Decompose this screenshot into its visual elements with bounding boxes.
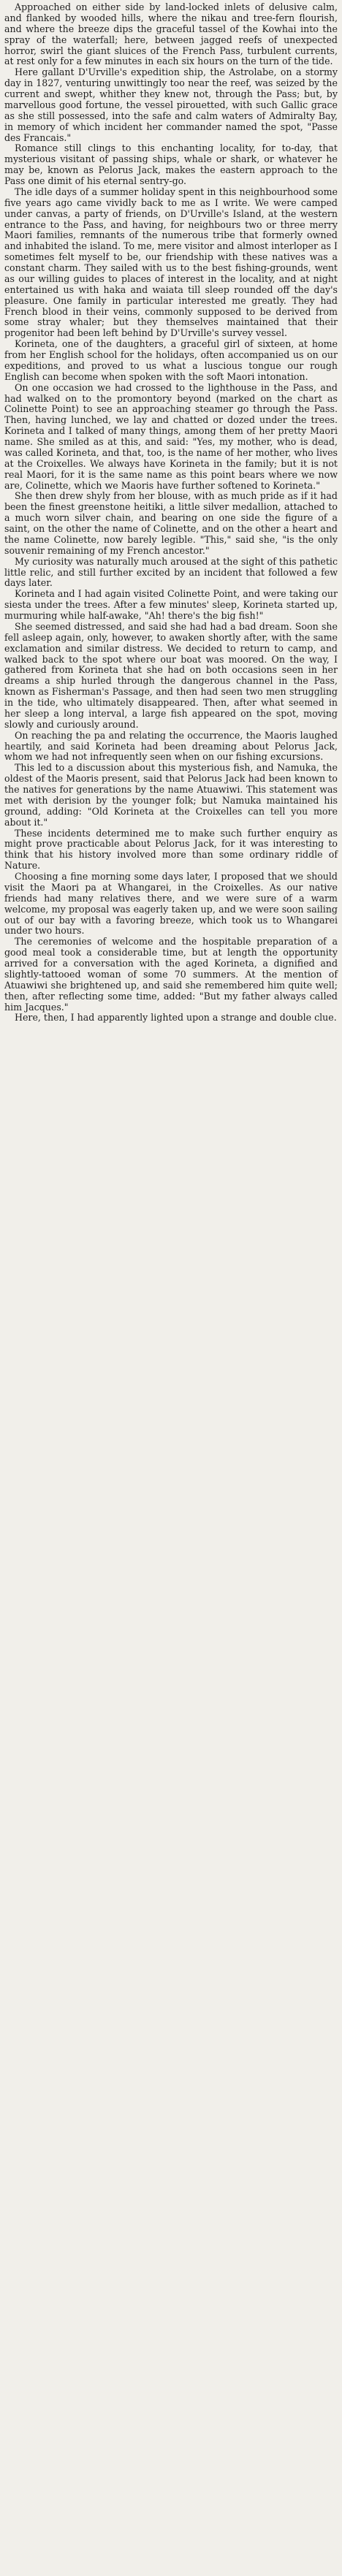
paragraph-13: These incidents determined me to make such further enquiry as might prove practicable about Pelorus Jack, for it was interesting to think that his history involved more than some ordinary riddle of Nature. — [4, 827, 338, 872]
paragraph-8: My curiosity was naturally much aroused at the sight of this pathetic little relic, and still further excited by an incident that followed a few days later. — [4, 555, 338, 589]
paragraph-1: Approached on either side by land-locked inlets of delusive calm, and flanked by wooded hills, where the nikau and tree-fern flourish, and where the breeze dips the graceful tassel of the Kowhai into the spray of the waterfall; here, between jagged reefs of unexpected horror, swirl the giant sluices of the French Pass, turbulent currents, at rest only for a few minutes in each six hours on the turn of the tide. — [4, 1, 338, 67]
paragraph-4: The idle days of a summer holiday spent in this neighbourhood some five years ago came vividly back to me as I write. We were camped under canvas, a party of friends, on D'Urville's Island, at the western entrance to the Pass, and having, for neighbours two or three merry Maori families, remnants of the numerous tribe that formerly owned and inhabited the island. To me, mere visitor and almost interloper as I sometimes felt myself to be, our friendship with these natives was a constant charm. They sailed with us to the best fishing-grounds, went as our willing guides to places of interest in the locality, and at night entertained us with haka and waiata till sleep rounded off the day's pleasure. One family in particular interested me greatly. They had French blood in their veins, commonly supposed to be derived from some stray whaler; but they themselves maintained that their progenitor had been left behind by D'Urville's survey vessel. — [4, 186, 338, 339]
paragraph-15: The ceremonies of welcome and the hospitable preparation of a good meal took a considerable time, but at length the opportunity arrived for a conversation with the aged Korineta, a dignified and slightly-tattooed woman of some 70 summers. At the mention of Atuawiwi she brightened up, and said she remembered him quite well; then, after reflecting some time, added: "But my father always called him Jacques." — [4, 936, 338, 1013]
paragraph-5: Korineta, one of the daughters, a graceful girl of sixteen, at home from her English school for the holidays, often accompanied us on our expeditions, and proved to us what a luscious tongue our rough English can become when spoken with the soft Maori intonation. — [4, 338, 338, 382]
paragraph-14: Choosing a fine morning some days later, I proposed that we should visit the Maori pa at Whangarei, in the Croixelles. As our native friends had many relatives there, and we were sure of a warm welcome, my proposal was eagerly taken up, and we were soon sailing out of our bay with a favoring breeze, which took us to Whangarei under two hours. — [4, 871, 338, 937]
paragraph-9: Korineta and I had again visited Colinette Point, and were taking our siesta under the trees. After a few minutes' sleep, Korineta started up, murmuring while half-awake, "Ah! there's the big fish!" — [4, 588, 338, 621]
paragraph-12: This led to a discussion about this mysterious fish, and Namuka, the oldest of the Maoris present, said that Pelorus Jack had been known to the natives for generations by the name Atuawiwi. This statement was met with derision by the younger folk; but Namuka maintained his ground, adding: "Old Korineta at the Croixelles can tell you more about it." — [4, 762, 338, 828]
paragraph-11: On reaching the pa and relating the occurrence, the Maoris laughed heartily, and said Korineta had been dreaming about Pelorus Jack, whom we had not infrequently seen when on our fishing excursions. — [4, 729, 338, 763]
paragraph-7: She then drew shyly from her blouse, with as much pride as if it had been the finest greenstone heitiki, a little silver medallion, attached to a much worn silver chain, and bearing on one side the figure of a saint, on the other the name of Colinette, and on the other a heart and the name Colinette, now barely legible. "This," said she, "is the only souvenir remaining of my French ancestor." — [4, 490, 338, 556]
paragraph-10: She seemed distressed, and said she had had a bad dream. Soon she fell asleep again, only, however, to awaken shortly after, with the same exclamation and similar distress. We decided to return to camp, and walked back to the spot where our boat was moored. On the way, I gathered from Korineta that she had on both occasions seen in her dreams a ship hurled through the dangerous channel in the Pass, known as Fisherman's Passage, and then had seen two men struggling in the tide, who ultimately disappeared. Then, after what seemed in her sleep a long interval, a large fish appeared on the spot, moving slowly and curiously around. — [4, 620, 338, 730]
paragraph-3: Romance still clings to this enchanting locality, for to-day, that mysterious visitant of passing ships, whale or shark, or whatever he may be, known as Pelorus Jack, makes the eastern approach to the Pass one dimit of his eternal sentry-go. — [4, 142, 338, 186]
paragraph-2: Here gallant D'Urville's expedition ship, the Astrolabe, on a stormy day in 1827, venturing unwittingly too near the reef, was seized by the current and swept, whither they knew not, through the Pass; but, by marvellous good fortune, the vessel pirouetted, with such Gallic grace as she still possessed, into the safe and calm waters of Admiralty Bay, in memory of which incident her commander named the spot, "Passe des Francais." — [4, 66, 338, 143]
paragraph-16: Here, then, I had apparently lighted upon a strange and double clue. — [15, 1012, 337, 1024]
paragraph-6: On one occasion we had crossed to the lighthouse in the Pass, and had walked on to the promontory beyond (marked on the chart as Colinette Point) to see an approaching steamer go through the Pass. Then, having lunched, we lay and chatted or dozed under the trees. Korineta and I talked of many things, among them of her pretty Maori name. She smiled as at this, and said: "Yes, my mother, who is dead, was called Korineta, and that, too, is the name of her mother, who lives at the Croixelles. We always have Korineta in the family; but it is not real Maori, for it is the same name as this point bears where we now are, Colinette, which we Maoris have further softened to Korineta." — [4, 381, 338, 491]
